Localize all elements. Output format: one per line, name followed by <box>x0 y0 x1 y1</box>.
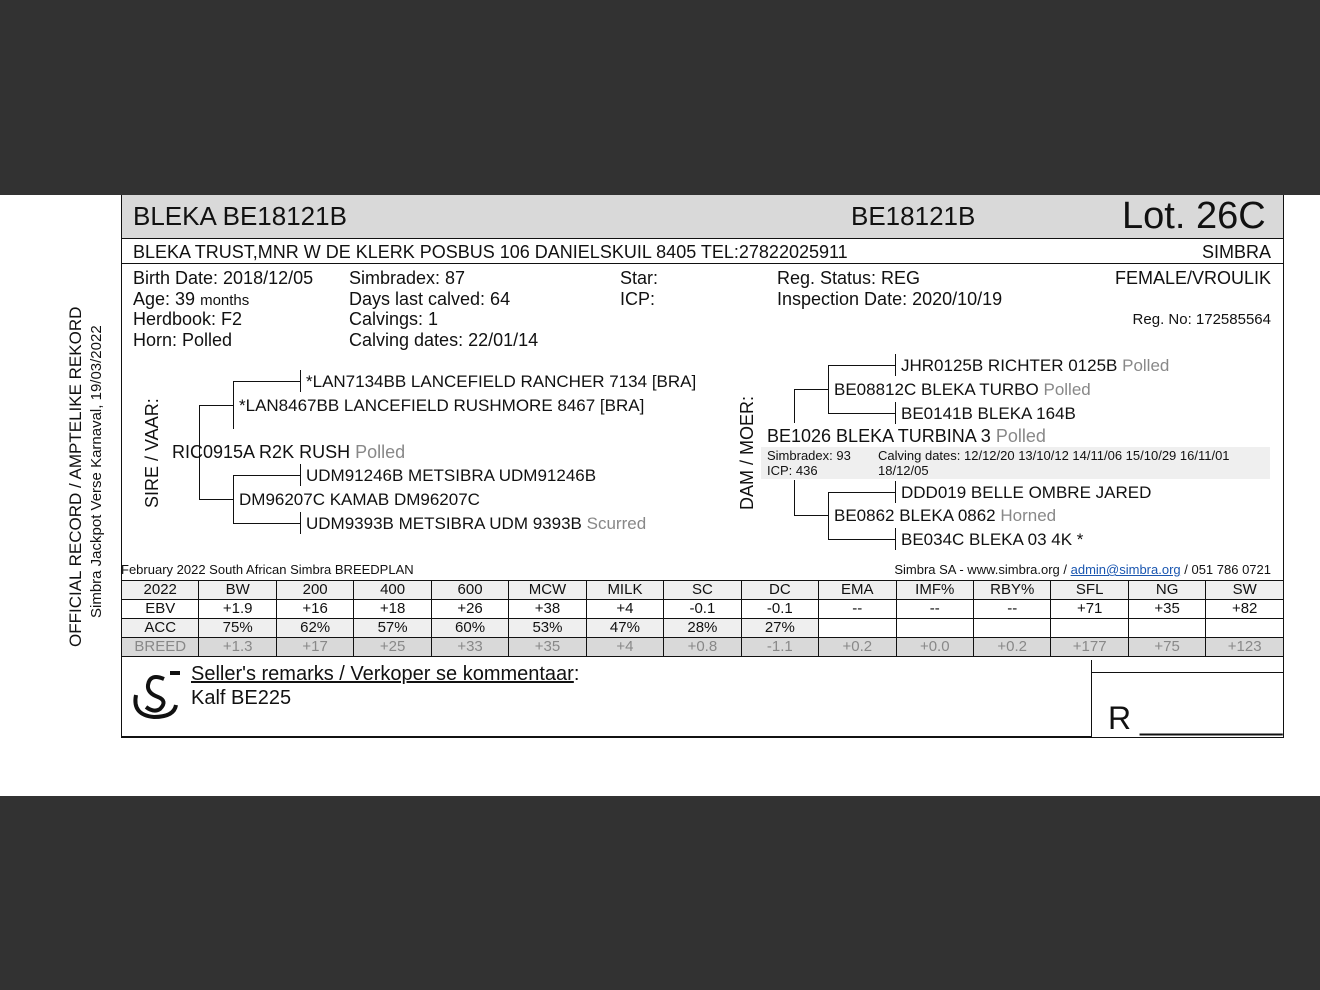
dam-dam-dam: BE034C BLEKA 03 4K * <box>901 530 1084 549</box>
sire-dam-dam-name: UDM9393B METSIBRA UDM 9393B <box>306 514 582 533</box>
ebv-cell: +17 <box>276 638 353 657</box>
dam-calving-dates: Calving dates: 12/12/20 13/10/12 14/11/06 15/10/29 16/11/01 <box>878 448 1230 463</box>
ebv-header-cell: 400 <box>354 581 431 600</box>
ebv-header-cell: 2022 <box>122 581 199 600</box>
remarks-title-text: Seller's remarks / Verkoper se kommentaar <box>191 663 574 685</box>
remarks-title <box>191 663 579 686</box>
ebv-cell: +82 <box>1206 600 1284 619</box>
ebv-cell: +1.9 <box>199 600 276 619</box>
contact-prefix: Simbra SA - www.simbra.org / <box>894 562 1071 577</box>
ebv-cell: BREED <box>122 638 199 657</box>
remarks-colon: : <box>573 663 580 685</box>
ebv-header-cell: SFL <box>1051 581 1128 600</box>
sire-dam-dam-horn: Scurred <box>586 514 647 533</box>
birth-date: Birth Date: 2018/12/05 <box>133 268 314 288</box>
dam-calving-dates-cont: 18/12/05 <box>878 463 929 478</box>
ebv-cell: 62% <box>276 619 353 638</box>
ebv-header-cell: NG <box>1128 581 1205 600</box>
ebv-cell: +123 <box>1206 638 1284 657</box>
ebv-cell: +16 <box>276 600 353 619</box>
ebv-header-cell: 600 <box>431 581 508 600</box>
animal-name: BLEKA BE18121B <box>133 201 347 231</box>
ebv-cell: +0.0 <box>896 638 973 657</box>
sire-horn: Polled <box>355 442 406 462</box>
ebv-header-cell: SC <box>664 581 741 600</box>
ebv-cell: +75 <box>1128 638 1205 657</box>
days-last-calved: Days last calved: 64 <box>349 289 511 309</box>
contact-email-link[interactable]: admin@simbra.org <box>1070 562 1181 577</box>
ebv-cell: +0.2 <box>819 638 896 657</box>
sire-sire-sire: *LAN7134BB LANCEFIELD RANCHER 7134 [BRA] <box>306 372 697 391</box>
inspection-date: Inspection Date: 2020/10/19 <box>777 289 1003 309</box>
ebv-header-cell: DC <box>741 581 818 600</box>
simbradex: Simbradex: 87 <box>349 268 466 288</box>
dam-dam-name: BE0862 BLEKA 0862 <box>834 506 996 525</box>
ebv-header-cell: MILK <box>586 581 663 600</box>
dam <box>767 426 1046 447</box>
sire-name: RIC0915A R2K RUSH <box>172 442 351 462</box>
contact-suffix: / 051 786 0721 <box>1180 562 1271 577</box>
ebv-cell: +38 <box>509 600 586 619</box>
icp-label: ICP: <box>620 289 656 309</box>
ebv-header-cell: RBY% <box>973 581 1050 600</box>
dam-name: BE1026 BLEKA TURBINA 3 <box>767 426 991 446</box>
ebv-cell: +25 <box>354 638 431 657</box>
sale-label: Simbra Jackpot Verse Karnaval, 19/03/2022 <box>88 325 105 618</box>
sire-sire: *LAN8467BB LANCEFIELD RUSHMORE 8467 [BRA] <box>239 396 645 415</box>
sire <box>172 442 405 463</box>
dam-sire-horn: Polled <box>1043 380 1091 399</box>
dam-horn: Polled <box>995 426 1046 446</box>
dam-dam-horn: Horned <box>1000 506 1057 525</box>
official-record-label: OFFICIAL RECORD / AMPTELIKE REKORD <box>66 306 85 647</box>
ebv-cell: +35 <box>1128 600 1205 619</box>
ebv-cell: 53% <box>509 619 586 638</box>
age-unit: months <box>200 292 250 309</box>
ebv-cell <box>819 619 896 638</box>
ebv-cell: +33 <box>431 638 508 657</box>
owner-address: BLEKA TRUST,MNR W DE KLERK POSBUS 106 DANIELSKUIL 8405 TEL:27822025911 <box>133 242 848 262</box>
ebv-cell: +177 <box>1051 638 1128 657</box>
dam-dam-sire: DDD019 BELLE OMBRE JARED <box>901 483 1152 502</box>
ebv-cell <box>973 619 1050 638</box>
ebv-cell: +0.2 <box>973 638 1050 657</box>
ebv-table <box>121 580 1284 657</box>
ebv-cell: 27% <box>741 619 818 638</box>
ebv-cell: +4 <box>586 638 663 657</box>
remarks-text: Kalf BE225 <box>191 687 292 709</box>
reg-number: Reg. No: 172585564 <box>1132 311 1271 328</box>
reg-status: Reg. Status: REG <box>777 268 921 288</box>
ebv-cell <box>896 619 973 638</box>
ebv-header-cell: SW <box>1206 581 1284 600</box>
animal-id: BE18121B <box>851 201 976 231</box>
herdbook: Herdbook: F2 <box>133 309 243 329</box>
ebv-cell: -1.1 <box>741 638 818 657</box>
sire-dam-dam <box>306 514 646 534</box>
ebv-header-cell: 200 <box>276 581 353 600</box>
sire-dam-sire: UDM91246B METSIBRA UDM91246B <box>306 466 597 485</box>
sire-side-label: SIRE / VAAR: <box>142 398 162 508</box>
ebv-cell <box>1206 619 1284 638</box>
dam-simbradex: Simbradex: 93 <box>767 448 851 463</box>
ebv-cell <box>1051 619 1128 638</box>
dam-sire-dam: BE0141B BLEKA 164B <box>901 404 1076 423</box>
sex-label: FEMALE/VROULIK <box>1114 268 1271 288</box>
ebv-cell <box>1128 619 1205 638</box>
calvings: Calvings: 1 <box>349 309 439 329</box>
ebv-row-breed <box>122 638 1284 657</box>
ebv-cell: 75% <box>199 619 276 638</box>
dam-sire <box>834 380 1091 400</box>
simbra-s-logo-icon <box>130 665 184 723</box>
simbra-contact <box>894 562 1271 577</box>
ebv-cell: 28% <box>664 619 741 638</box>
age <box>133 289 249 310</box>
star-label: Star: <box>620 268 659 288</box>
ebv-header-cell: EMA <box>819 581 896 600</box>
calving-dates: Calving dates: 22/01/14 <box>349 330 539 350</box>
ebv-cell: +35 <box>509 638 586 657</box>
ebv-cell: EBV <box>122 600 199 619</box>
ebv-cell: +18 <box>354 600 431 619</box>
ebv-header-cell: MCW <box>509 581 586 600</box>
dam-sire-sire-name: JHR0125B RICHTER 0125B <box>901 356 1118 375</box>
price-field[interactable]: R ________ <box>1108 700 1283 736</box>
sire-dam: DM96207C KAMAB DM96207C <box>239 490 480 509</box>
age-value: Age: 39 <box>133 289 196 309</box>
ebv-cell: -- <box>973 600 1050 619</box>
dam-sire-name: BE08812C BLEKA TURBO <box>834 380 1039 399</box>
dam-dam <box>834 506 1056 526</box>
ebv-cell: -- <box>896 600 973 619</box>
ebv-header-row <box>122 581 1284 600</box>
dam-sire-sire <box>901 356 1169 376</box>
ebv-cell: +0.8 <box>664 638 741 657</box>
ebv-header-cell: BW <box>199 581 276 600</box>
ebv-cell: +4 <box>586 600 663 619</box>
ebv-cell: ACC <box>122 619 199 638</box>
dam-icp: ICP: 436 <box>767 463 818 478</box>
ebv-cell: 47% <box>586 619 663 638</box>
ebv-row-ebv <box>122 600 1284 619</box>
breedplan-caption: February 2022 South African Simbra BREEDPLAN <box>121 562 414 577</box>
ebv-header-cell: IMF% <box>896 581 973 600</box>
ebv-cell: 57% <box>354 619 431 638</box>
ebv-row-acc <box>122 619 1284 638</box>
lot-number: Lot. 26C <box>1122 195 1266 237</box>
ebv-cell: +1.3 <box>199 638 276 657</box>
ebv-cell: +26 <box>431 600 508 619</box>
ebv-cell: +71 <box>1051 600 1128 619</box>
dam-side-label: DAM / MOER: <box>737 395 757 510</box>
ebv-cell: -- <box>819 600 896 619</box>
dam-sire-sire-horn: Polled <box>1122 356 1170 375</box>
breed-label: SIMBRA <box>1202 242 1272 262</box>
horn-status: Horn: Polled <box>133 330 233 350</box>
ebv-cell: 60% <box>431 619 508 638</box>
record-card <box>0 195 1320 796</box>
ebv-cell: -0.1 <box>741 600 818 619</box>
ebv-cell: -0.1 <box>664 600 741 619</box>
